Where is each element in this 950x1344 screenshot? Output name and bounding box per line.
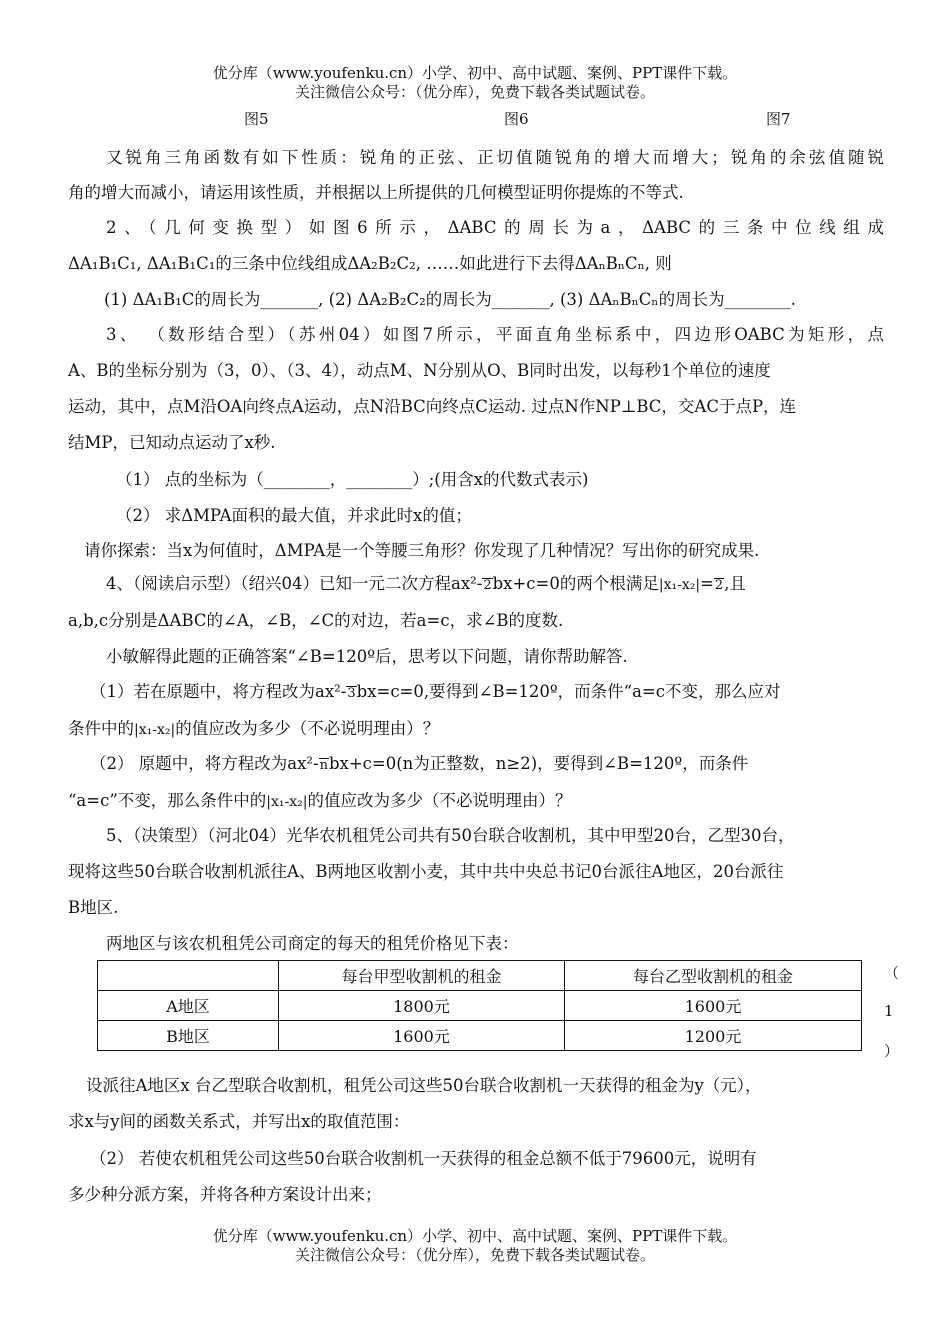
- abs-inner-2: x₁-x₂: [138, 722, 171, 738]
- footer-line-2: 关注微信公众号：（优分库），免费下载各类试题试卷。: [294, 1246, 655, 1264]
- table-row: [98, 1021, 862, 1051]
- table-row: [98, 991, 862, 1021]
- page-header: [0, 64, 950, 102]
- q5-line-1: 5、（决策型）（河北04）光华农机租凭公司共有50台联合收割机，其中甲型20台，乙型30台，: [106, 826, 795, 845]
- side-paren-close: ）: [884, 1042, 900, 1060]
- rent-price-table: [97, 960, 862, 1051]
- side-paren-open: （: [884, 964, 900, 982]
- q5-line-3: B地区.: [68, 898, 119, 917]
- table-header-cell: 每台乙型收割机的租金: [565, 961, 862, 991]
- q4-line-1-b: bx+c=0的两个根满足: [492, 574, 659, 593]
- q4-part-1-a: （1）若在原题中，将方程改为ax²-: [90, 682, 347, 701]
- q4-line-1-a: 4、（阅读启示型）（绍兴04）已知一元二次方程ax²-: [106, 574, 483, 593]
- q5-line-2: 现将这些50台联合收割机派往A、B两地区收割小麦，其中共中央总书记0台派往A地区，20台派往: [68, 862, 784, 881]
- table-header-cell: [98, 961, 279, 991]
- abs-value-expression: |x₁-x₂|: [658, 577, 701, 593]
- q3-line-4: 结MP，已知动点运动了x秒.: [68, 433, 276, 452]
- q3-line-3: 运动，其中，点M沿OA向终点A运动，点N沿BC向终点C运动. 过点N作NP⊥BC，交AC于点P，连: [68, 397, 797, 416]
- q4-line-1-end: ,且: [724, 574, 746, 593]
- q3-line-1: 3、 （数形结合型）（苏州04）如图7所示，平面直角坐标系中，四边形OABC为矩形，点: [106, 325, 884, 344]
- header-line-1: 优分库（www.youfenku.cn）小学、初中、高中试题、案例、PPT课件下载。: [212, 64, 738, 82]
- table-cell: B地区: [98, 1021, 279, 1051]
- abs-value-expression-2: |x₁-x₂|: [134, 722, 176, 738]
- header-line-2: 关注微信公众号：（优分库），免费下载各类试题试卷。: [294, 83, 655, 101]
- q4-part-1-cont: [68, 715, 439, 739]
- q3-explore: 请你探索：当x为何值时，ΔMPA是一个等腰三角形？你发现了几种情况？写出你的研究成果.: [84, 541, 760, 560]
- q4-part-1-c: 条件中的: [68, 719, 134, 738]
- abs-value-expression-3: |x₁-x₂|: [266, 794, 308, 810]
- figure-7-caption: 图7: [766, 110, 791, 128]
- q4-part-2-cont: [68, 787, 571, 811]
- figure-5-caption: 图5: [244, 110, 269, 128]
- q2-line-2: ΔA₁B₁C₁, ΔA₁B₁C₁的三条中位线组成ΔA₂B₂C₂, ……如此进行下去得ΔAₙBₙCₙ, 则: [68, 254, 672, 273]
- q4-line-3: 小敏解得此题的正确答案“∠B=120º后，思考以下问题，请你帮助解答.: [106, 647, 628, 666]
- q4-line-1: [106, 570, 746, 594]
- equals-sign: =: [700, 574, 714, 593]
- table-header-row: [98, 961, 862, 991]
- q4-part-2-d: 的值应改为多少（不必说明理由）？: [307, 791, 572, 810]
- sqrt-n: n: [319, 758, 328, 773]
- q4-part-2: [90, 750, 748, 774]
- table-header-cell: 每台甲型收割机的租金: [279, 961, 565, 991]
- table-cell: 1600元: [565, 991, 862, 1021]
- q4-part-2-c: “a=c”不变，那么条件中的: [68, 791, 267, 810]
- table-cell: 1800元: [279, 991, 565, 1021]
- abs-inner-3: x₁-x₂: [271, 794, 303, 810]
- table-cell: 1600元: [279, 1021, 565, 1051]
- side-number: 1: [884, 1002, 894, 1020]
- abs-inner: x₁-x₂: [663, 577, 696, 593]
- q2-line-1: 2、（几何变换型）如图6所示，ΔABC的周长为a，ΔABC的三条中位线组成: [106, 218, 884, 237]
- intro-line-1: 又锐角三角函数有如下性质：锐角的正弦、正切值随锐角的增大而增大；锐角的余弦值随锐: [106, 148, 884, 167]
- q4-part-1-b: bx=c=0,要得到∠B=120º，而条件“a=c不变，那么应对: [356, 682, 781, 701]
- q5-part-1-line-1: 设派往A地区x 台乙型联合收割机，租凭公司这些50台联合收割机一天获得的租金为y（元），: [86, 1076, 762, 1095]
- q5-part-1-line-2: 求x与y间的函数关系式，并写出x的取值范围：: [68, 1112, 410, 1131]
- q4-line-2: a,b,c分别是ΔABC的∠A，∠B，∠C的对边，若a=c，求∠B的度数.: [68, 611, 564, 630]
- footer-line-1: 优分库（www.youfenku.cn）小学、初中、高中试题、案例、PPT课件下载。: [212, 1227, 738, 1245]
- q3-sub-1: （1） 点的坐标为（________，________）;(用含x的代数式表示): [116, 470, 589, 489]
- sqrt-3: 3: [347, 686, 356, 701]
- q4-part-2-b: bx+c=0(n为正整数，n≥2)，要得到∠B=120º，而条件: [328, 754, 749, 773]
- q5-line-4: 两地区与该农机租凭公司商定的每天的租凭价格见下表：: [106, 934, 519, 953]
- q4-part-1: [90, 678, 781, 702]
- q3-line-2: A、B的坐标分别为（3，0）、（3、4），动点M、N分别从O、B同时出发，以每秒1个单位的速度: [68, 361, 771, 380]
- table-cell: 1200元: [565, 1021, 862, 1051]
- intro-line-2: 角的增大而减小，请运用该性质，并根据以上所提供的几何模型证明你提炼的不等式.: [68, 183, 684, 202]
- q4-part-2-a: （2） 原题中，将方程改为ax²-: [90, 754, 319, 773]
- q3-sub-2: （2） 求ΔMPA面积的最大值，并求此时x的值；: [116, 506, 472, 525]
- q4-part-1-d: 的值应改为多少（不必说明理由）？: [175, 719, 440, 738]
- page-footer: [0, 1227, 950, 1265]
- sqrt-2-rhs: 2: [714, 578, 724, 593]
- q5-part-2-line-2: 多少种分派方案，并将各种方案设计出来；: [68, 1185, 382, 1204]
- sqrt-2: 2: [483, 578, 492, 593]
- q5-part-2-line-1: （2） 若使农机租凭公司这些50台联合收割机一天获得的租金总额不低于79600元，说明有: [90, 1149, 757, 1168]
- table-cell: A地区: [98, 991, 279, 1021]
- figure-6-caption: 图6: [504, 110, 529, 128]
- q2-line-3: (1) ΔA₁B₁C的周长为_______, (2) ΔA₂B₂C₂的周长为_______, (3) ΔAₙBₙCₙ的周长为________.: [104, 290, 796, 309]
